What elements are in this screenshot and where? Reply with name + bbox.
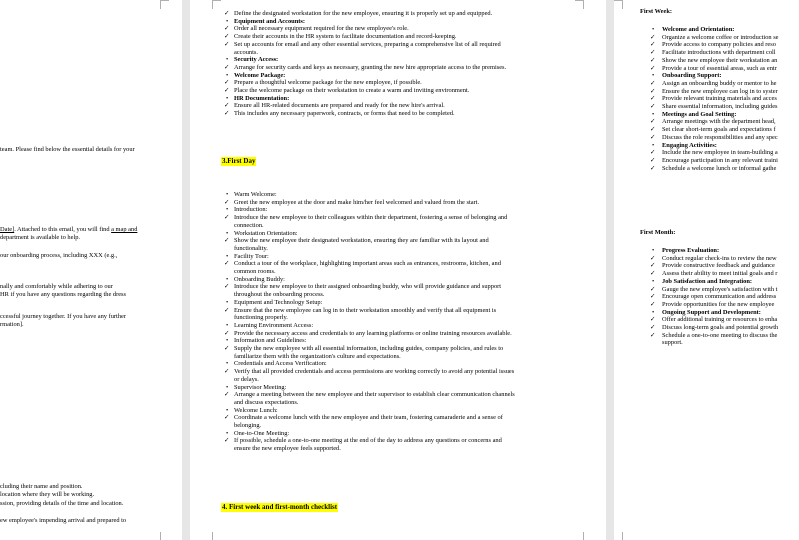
checklist-item: Set clear short-term goals and expectations f: [662, 126, 776, 134]
map-link[interactable]: a map and: [111, 226, 138, 233]
checklist-item: Order all necessary equipment required for the new employee's role.: [234, 25, 409, 33]
checklist-section-label: Equipment and Technology Setup:: [234, 298, 323, 306]
checklist-item: Schedule a one-to-one meeting to discuss the: [662, 331, 778, 339]
checklist-section-label: Welcome Package:: [234, 71, 286, 79]
checklist-section-label: Security Access:: [234, 56, 279, 64]
checklist-section-label: Warm Welcome:: [234, 191, 277, 198]
checkmark-icon: ✓: [650, 262, 656, 270]
bullet-mark: •: [226, 71, 229, 79]
date-link[interactable]: Date]: [0, 226, 15, 233]
checklist-section-label: Ongoing Support and Development:: [662, 308, 761, 316]
checkmark-icon: ✓: [224, 391, 230, 399]
checklist-item: Verify that all provided credentials and access permissions are working correctly to avoid any potential issues: [234, 368, 515, 376]
checklist-section-label: Facility Tour:: [234, 252, 269, 260]
checkmark-icon: ✓: [224, 329, 230, 337]
checkmark-icon: ✓: [650, 324, 656, 331]
checkmark-icon: ✓: [224, 110, 230, 118]
checklist-item: Share essential information, including guides: [662, 103, 778, 110]
bullet-mark: •: [226, 298, 229, 306]
checklist-item: Conduct a tour of the workplace, highlighting important areas such as entrances, restrooms, kitchen, and: [234, 260, 501, 268]
checklist-item: Conduct regular check-ins to review the new: [662, 254, 777, 262]
text-line: ccessful journey together. If you have any further: [0, 313, 126, 320]
checkmark-icon: ✓: [224, 283, 230, 291]
checklist-item: Show the new employee their workstation an: [662, 56, 778, 64]
checklist-item: Introduce the new employee to their assigned onboarding buddy, who will provide guidance and support: [234, 283, 502, 291]
checkmark-icon: ✓: [650, 64, 656, 72]
page-corner-mark: [212, 0, 221, 9]
bullet-mark: •: [226, 321, 229, 329]
checkmark-icon: ✓: [650, 133, 656, 141]
section-heading-first-day: 3.First Day: [222, 157, 256, 165]
checkmark-icon: ✓: [650, 49, 656, 57]
checklist-section-label: One-to-One Meeting:: [234, 429, 290, 437]
checklist-item: Provide the necessary access and credentials to any learning platforms or online training resources available.: [234, 329, 512, 337]
bullet-mark: •: [652, 247, 655, 254]
checklist-section-label: Welcome and Orientation:: [662, 26, 735, 33]
checkmark-icon: ✓: [224, 437, 230, 445]
checkmark-icon: ✓: [650, 156, 656, 164]
checklist-item-continuation: functionality.: [234, 244, 268, 252]
checkmark-icon: ✓: [650, 95, 656, 103]
checkmark-icon: ✓: [224, 87, 230, 94]
checklist-item: Set up accounts for email and any other essential services, preparing a comprehensive list of all required: [234, 40, 501, 48]
checkmark-icon: ✓: [650, 285, 656, 293]
checkmark-icon: ✓: [650, 149, 656, 157]
page-corner-mark: [575, 0, 584, 9]
checklist-item: Show the new employee their designated workstation, ensuring they are familiar with its layout and: [234, 237, 489, 245]
checklist-section-label: Onboarding Support:: [662, 72, 722, 80]
checklist-item: Provide constructive feedback and guidance: [662, 262, 775, 270]
checkmark-icon: ✓: [650, 56, 656, 64]
checklist-item: This includes any necessary paperwork, contracts, or forms that need to be completed.: [234, 110, 455, 118]
checklist-item-continuation: functioning properly.: [234, 314, 288, 322]
bullet-mark: •: [226, 206, 229, 214]
checklist-item: Schedule a welcome lunch or informal gathe: [662, 164, 777, 172]
checklist-item: Include the new employee in team-building a: [662, 149, 778, 157]
checklist-item: Ensure all HR-related documents are prepared and ready for the new hire's arrival.: [234, 102, 445, 110]
bullet-mark: •: [226, 229, 229, 237]
checklist-item-continuation: accounts.: [234, 48, 258, 56]
checklist-section-label: Progress Evaluation:: [662, 247, 720, 254]
bullet-mark: •: [652, 110, 655, 118]
checklist-section-label: Workstation Orientation:: [234, 229, 298, 237]
checklist-item: Supply the new employee with all essential information, including guides, company policies, and rules to: [234, 345, 504, 352]
checklist-item: Encourage participation in any relevant traini: [662, 156, 778, 164]
text-line-with-links: Date]. Attached to this email, you will find a map and: [0, 226, 138, 233]
section-heading-first-week: 4. First week and first-month checklist: [222, 503, 338, 511]
checklist-section-label: Introduction:: [234, 206, 268, 214]
checkmark-icon: ✓: [224, 198, 230, 206]
text-line: HR if you have any questions regarding the dress: [0, 291, 127, 298]
checkmark-icon: ✓: [650, 103, 656, 110]
checklist-section-label: Information and Guidelines:: [234, 337, 307, 345]
checklist-item-continuation: or delays.: [234, 375, 259, 383]
checklist-item: Gauge the new employee's satisfaction with t: [662, 285, 778, 293]
checklist-item: Place the welcome package on their workstation to create a warm and inviting environment.: [234, 87, 470, 94]
bullet-mark: •: [652, 277, 655, 285]
bullet-mark: •: [226, 94, 229, 102]
text-line: nally and comfortably while adhering to our: [0, 283, 113, 290]
bullet-mark: •: [652, 72, 655, 80]
checklist-item-continuation: throughout the onboarding process.: [234, 291, 325, 299]
checkmark-icon: ✓: [650, 270, 656, 278]
checkmark-icon: ✓: [650, 126, 656, 134]
page-corner-mark: [614, 532, 623, 540]
checklist-item: Discuss long-term goals and potential growth: [662, 324, 779, 331]
checklist-item: Provide access to company policies and reso: [662, 41, 776, 49]
checklist-item: Introduce the new employee to their colleagues within their department, fostering a sense of belonging and: [234, 214, 508, 222]
text-line: location where they will be working.: [0, 491, 95, 498]
page-corner-mark: [212, 532, 221, 540]
bullet-mark: •: [226, 252, 229, 260]
checkmark-icon: ✓: [224, 237, 230, 245]
checklist-item: Discuss the role responsibilities and any spec: [662, 133, 778, 141]
bullet-mark: •: [226, 275, 229, 283]
checkmark-icon: ✓: [224, 214, 230, 222]
checklist-item: Arrange meetings with the department head,: [662, 118, 776, 126]
checklist-section-label: Meetings and Goal Setting:: [662, 110, 737, 118]
checklist-item: Organize a welcome coffee or introduction se: [662, 33, 779, 41]
bullet-mark: •: [226, 406, 229, 414]
checklist-item: Encourage open communication and address: [662, 293, 777, 301]
checklist-section-label: Job Satisfaction and Integration:: [662, 277, 753, 285]
checklist-item: Provide relevant training materials and acces: [662, 95, 777, 103]
bullet-mark: •: [652, 141, 655, 149]
bullet-mark: •: [652, 26, 655, 33]
first-week-title: First Week:: [640, 8, 673, 15]
page-corner-mark: [160, 0, 169, 9]
checkmark-icon: ✓: [224, 10, 230, 17]
page-corner-mark: [614, 0, 623, 9]
checklist-item: Provide a tour of essential areas, such as entr: [662, 64, 777, 72]
bullet-mark: •: [226, 337, 229, 345]
text-line: ew employee's impending arrival and prepared to: [0, 517, 127, 524]
checkmark-icon: ✓: [224, 306, 230, 314]
checkmark-icon: ✓: [224, 345, 230, 352]
checklist-item-continuation: ensure the new employee feels supported.: [234, 445, 341, 453]
checkmark-icon: ✓: [650, 254, 656, 262]
bullet-mark: •: [226, 429, 229, 437]
document-page-left: [0, 0, 182, 540]
checklist-section-label: Equipment and Accounts:: [234, 17, 306, 25]
checklist-section-label: HR Documentation:: [234, 94, 290, 102]
document-page-middle: [190, 0, 606, 540]
checklist-item-continuation: connection.: [234, 221, 264, 229]
bullet-mark: •: [226, 191, 229, 198]
checklist-item: Assess their ability to meet initial goals and r: [662, 270, 778, 278]
checkmark-icon: ✓: [650, 118, 656, 126]
checklist-item: Coordinate a welcome lunch with the new employee and their team, fostering camaraderie and a sense of: [234, 414, 503, 422]
checklist-section-label: Onboarding Buddy:: [234, 275, 285, 283]
checklist-section-label: Supervisor Meeting:: [234, 383, 287, 391]
page-corner-mark: [575, 532, 584, 540]
text-line: rmation].: [0, 321, 24, 328]
checklist-item: Assign an onboarding buddy or mentor to he: [662, 79, 777, 87]
checklist-item: Offer additional training or resources to enha: [662, 316, 778, 324]
checkmark-icon: ✓: [650, 331, 656, 339]
checklist-item: Facilitate introductions with department coll: [662, 49, 776, 57]
text-line: department is available to help.: [0, 234, 81, 241]
checkmark-icon: ✓: [650, 79, 656, 87]
checklist-section-label: Welcome Lunch:: [234, 406, 278, 414]
document-page-right: [614, 0, 799, 540]
checklist-item: Ensure that the new employee can log in to their workstation smoothly and verify that all equipment is: [234, 306, 497, 314]
checklist-item-continuation: familiarize them with the organization's culture and expectations.: [234, 352, 401, 360]
bullet-mark: •: [652, 308, 655, 316]
checklist-item: Arrange for security cards and keys as necessary, granting the new hire appropriate access to the premises.: [234, 63, 507, 71]
bullet-mark: •: [226, 17, 229, 25]
checklist-item: Arrange a meeting between the new employee and their supervisor to establish clear communication channels: [234, 391, 515, 399]
checklist-item: Prepare a thoughtful welcome package for the new employee, if possible.: [234, 79, 422, 87]
checklist-item-continuation: and discuss expectations.: [234, 398, 299, 406]
checklist-item: support.: [662, 339, 683, 347]
checkmark-icon: ✓: [224, 40, 230, 48]
checkmark-icon: ✓: [650, 33, 656, 41]
checkmark-icon: ✓: [224, 414, 230, 422]
checkmark-icon: ✓: [224, 260, 230, 268]
checklist-item: Provide opportunities for the new employee: [662, 300, 775, 308]
checkmark-icon: ✓: [650, 300, 656, 308]
first-month-title: First Month:: [640, 229, 676, 236]
checkmark-icon: ✓: [224, 79, 230, 87]
checkmark-icon: ✓: [224, 25, 230, 33]
text-line: our onboarding process, including XXX (e.g.,: [0, 252, 118, 259]
checkmark-icon: ✓: [224, 33, 230, 41]
bullet-mark: •: [226, 383, 229, 391]
checkmark-icon: ✓: [650, 316, 656, 324]
checkmark-icon: ✓: [224, 102, 230, 110]
bullet-mark: •: [226, 56, 229, 64]
checklist-item: Create their accounts in the HR system to facilitate documentation and record-keeping.: [234, 33, 457, 41]
checkmark-icon: ✓: [650, 41, 656, 49]
checklist-item: Greet the new employee at the door and make him/her feel welcomed and valued from the start.: [234, 198, 480, 206]
checklist-item-continuation: common rooms.: [234, 268, 276, 275]
checkmark-icon: ✓: [650, 164, 656, 172]
checkmark-icon: ✓: [650, 293, 656, 301]
checkmark-icon: ✓: [224, 63, 230, 71]
checklist-item: If possible, schedule a one-to-one meeting at the end of the day to address any questions or concerns and: [234, 437, 502, 445]
checkmark-icon: ✓: [650, 87, 656, 95]
text-line: ssion, providing details of the time and location.: [0, 500, 124, 507]
checklist-item: Define the designated workstation for the new employee, ensuring it is properly set up and equipped.: [234, 10, 493, 17]
text-line: cluding their name and position.: [0, 483, 83, 490]
bullet-mark: •: [226, 360, 229, 368]
checklist-section-label: Engaging Activities:: [662, 141, 717, 149]
checklist-item-continuation: belonging.: [234, 422, 262, 429]
page-corner-mark: [160, 532, 169, 540]
checklist-section-label: Learning Environment Access:: [234, 321, 314, 329]
checklist-item: Ensure the new employee can log in to syster: [662, 87, 778, 95]
checklist-section-label: Credentials and Access Verification:: [234, 360, 327, 368]
text-line: team. Please find below the essential details for your: [0, 146, 135, 153]
checkmark-icon: ✓: [224, 368, 230, 376]
